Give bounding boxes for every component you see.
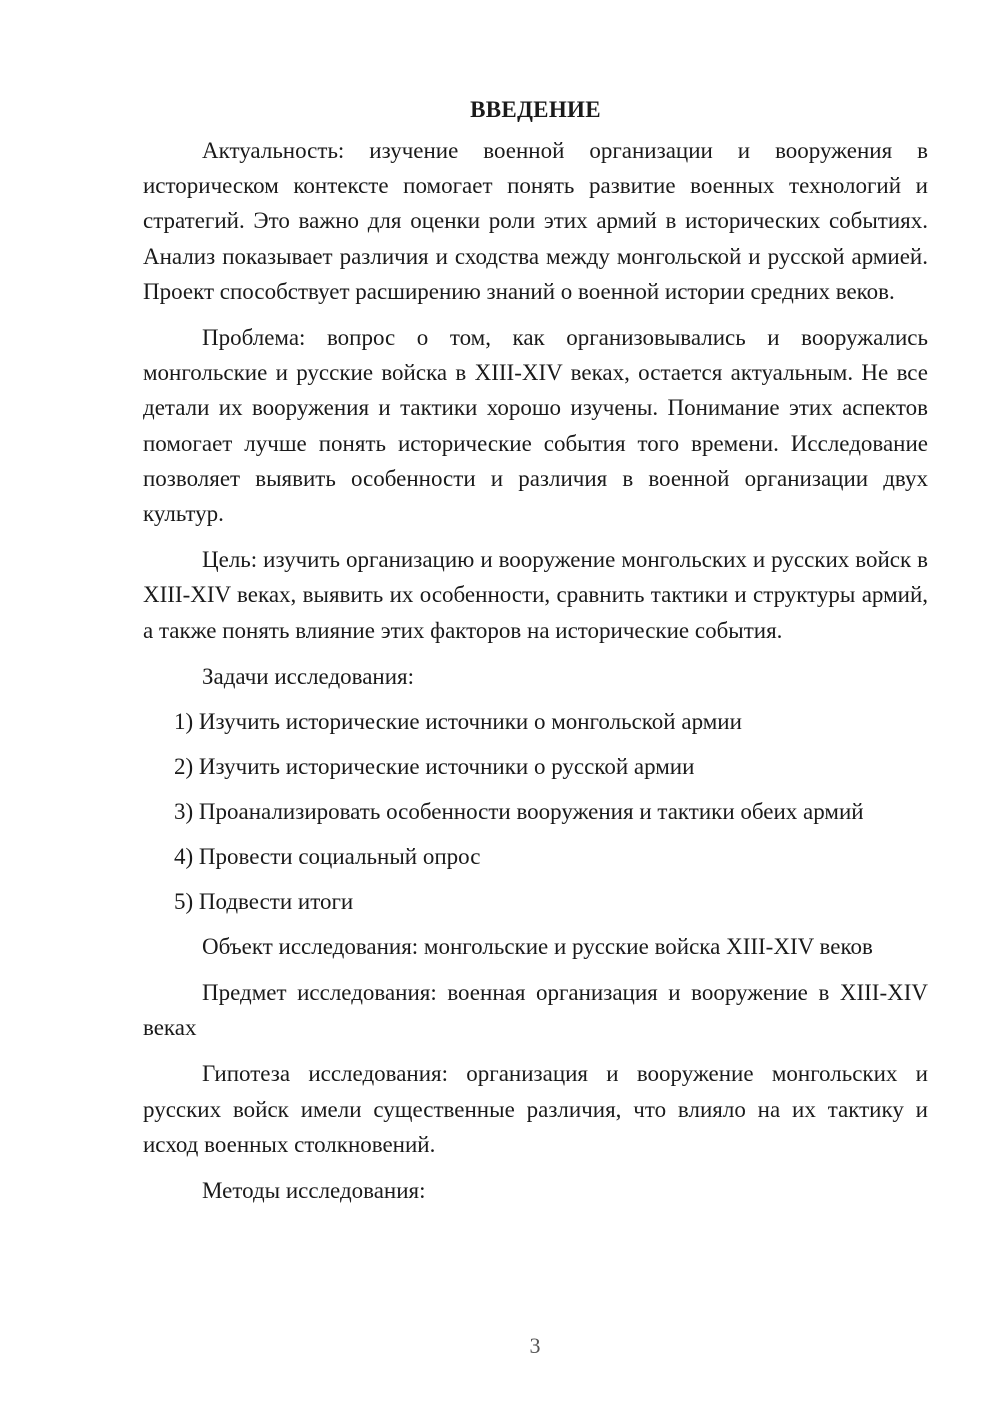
goal-paragraph: Цель: изучить организацию и вооружение монгольских и русских войск в XIII-XIV веках, выявить их особенности, сравнить тактики и структуры армий, а также понять влияние этих факторов на исторические события. (143, 547, 928, 643)
hypothesis-paragraph: Гипотеза исследования: организация и вооружение монгольских и русских войск имели существенные различия, что влияло на их тактику и исход военных столкновений. (143, 1061, 928, 1157)
object-paragraph: Объект исследования: монгольские и русские войска XIII-XIV веков (202, 933, 873, 959)
list-item: 4) Провести социальный опрос (174, 843, 481, 869)
list-item: 3) Проанализировать особенности вооружения и тактики обеих армий (174, 798, 864, 824)
section-heading: ВВЕДЕНИЕ (470, 97, 601, 122)
page-number: 3 (529, 1333, 541, 1358)
problem-paragraph: Проблема: вопрос о том, как организовывались и вооружались монгольские и русские войска в XIII-XIV веках, остается актуальным. Не все детали их вооружения и тактики хорошо изучены. Понимание этих аспектов помогает лучше понять исторические события того времени. Исследование позволяет выявить особенности и различия в военной организации двух культур. (143, 325, 928, 527)
list-item: 5) Подвести итоги (174, 888, 354, 914)
page-content (143, 92, 928, 1218)
methods-title: Методы исследования: (202, 1178, 426, 1204)
list-item: 1) Изучить исторические источники о монгольской армии (174, 708, 742, 734)
relevance-paragraph: Актуальность: изучение военной организации и вооружения в историческом контексте помогает понять развитие военных технологий и стратегий. Это важно для оценки роли этих армий в исторических событиях. Анализ показывает различия и сходства между монгольской и русской армией. Проект способствует расширению знаний о военной истории средних веков. (143, 138, 928, 304)
subject-paragraph: Предмет исследования: военная организация и вооружение в XIII-XIV веках (143, 980, 928, 1041)
tasks-list (143, 704, 928, 919)
tasks-title: Задачи исследования: (202, 663, 415, 689)
list-item: 2) Изучить исторические источники о русской армии (174, 753, 695, 779)
